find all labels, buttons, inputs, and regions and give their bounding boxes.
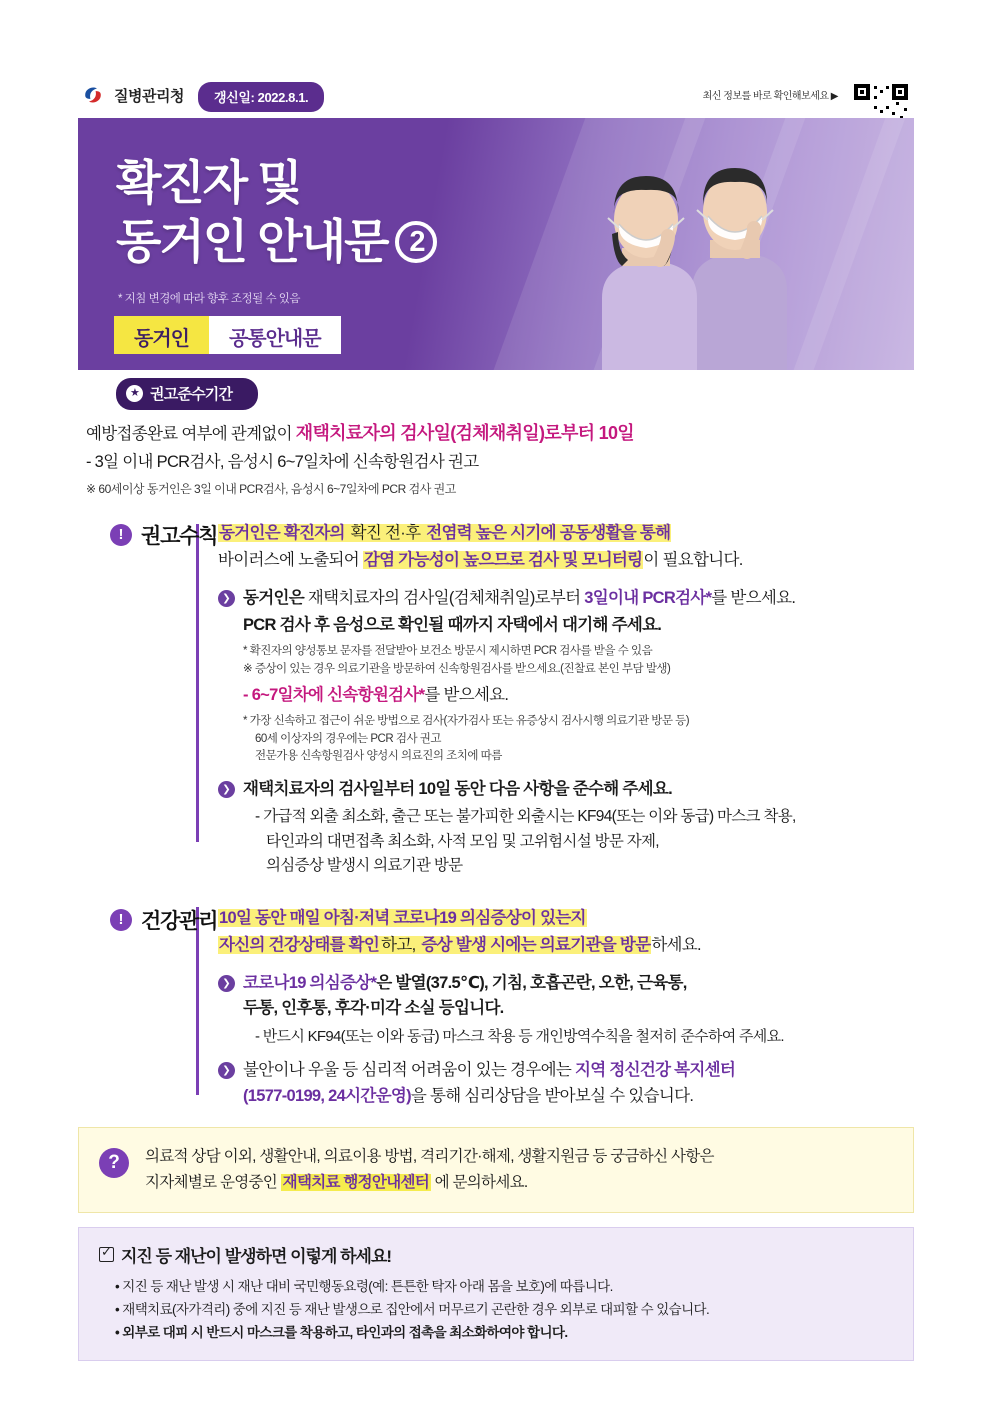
health-item1-head-line2: 두통, 인후통, 후각·미각 소실 등입니다. [243, 999, 504, 1018]
content-area [78, 378, 914, 1361]
rules-item1-sub2-c: 를 받으세요. [424, 685, 509, 704]
rules-intro-2c: 이 필요합니다. [643, 550, 743, 569]
rules-intro-2b: 감염 가능성이 높으므로 검사 및 모니터링 [363, 550, 643, 569]
exclamation-icon: ! [110, 524, 132, 546]
health-item2-phone: (1577-0199, 24시간운영) [243, 1086, 411, 1105]
banner-number-badge: 2 [395, 221, 437, 263]
qbox-line2-a: 지자체별로 운영중인 [145, 1173, 281, 1191]
qbox-text [145, 1144, 895, 1195]
info-question-box [78, 1127, 914, 1212]
rules-title: 권고수칙 [141, 525, 218, 549]
health-heading [110, 905, 217, 935]
qbox-line2-b: 에 문의하세요. [431, 1173, 528, 1191]
qbox-line1: 의료적 상담 이외, 생활안내, 의료이용 방법, 격리기간·해제, 생활지원금 등 궁금하신 사항은 [145, 1148, 714, 1166]
chevron-right-icon: ❯ [218, 781, 235, 798]
rules-divider [196, 524, 199, 842]
disaster-list [99, 1275, 893, 1345]
period-line2: - 3일 이내 PCR검사, 음성시 6~7일차에 신속항원검사 권고 [86, 452, 479, 471]
rules-item2-line-3: 의심증상 발생시 의료기관 방문 [266, 857, 463, 875]
rules-body [218, 520, 914, 879]
qbox-line2 [145, 1170, 895, 1196]
health-intro-2b: 하고, [381, 935, 420, 954]
period-line1 [86, 420, 914, 448]
section-health [78, 905, 914, 1109]
section-rules [78, 520, 914, 879]
period-badge-label: 권고준수기간 [150, 386, 233, 403]
rules-item-2 [218, 777, 914, 879]
health-body [218, 905, 914, 1109]
health-intro-2d: 하세요. [651, 935, 701, 954]
period-badge [116, 378, 258, 410]
banner-note: * 지침 변경에 따라 향후 조정될 수 있음 [118, 293, 300, 305]
rules-item1-sub2 [243, 683, 914, 709]
rules-intro-1b: 확진 전·후 [346, 524, 425, 543]
rules-item2-lines [243, 805, 914, 879]
health-item2-head-b: 지역 정신건강 복지센터 [574, 1061, 736, 1080]
rules-item1-note2-2: 60세 이상자의 경우에는 PCR 검사 권고 [255, 732, 441, 745]
health-intro-2c: 증상 발생 시에는 의료기관을 방문 [421, 935, 651, 954]
rules-heading [110, 520, 217, 550]
section-period [78, 378, 914, 498]
period-line1-highlight: 재택치료자의 검사일(검체채취일)로부터 10일 [295, 423, 634, 443]
disaster-title: 지진 등 재난이 발생하면 이렇게 하세요! [121, 1246, 392, 1266]
top-bar [80, 82, 912, 116]
rules-item2-line-1: - 가급적 외출 최소화, 출근 또는 불가피한 외출시는 KF94(또는 이와 동급) 마스크 착용, [255, 807, 796, 825]
people-illustration [542, 140, 802, 370]
rules-intro [218, 520, 914, 573]
header-banner [78, 118, 914, 370]
health-intro [218, 905, 914, 958]
rules-item1-head-c: 3일이내 PCR검사* [584, 589, 712, 608]
rules-item1-sub: PCR 검사 후 음성으로 확인될 때까지 자택에서 대기해 주세요. [243, 615, 662, 634]
rules-item1-head-b: 재택치료자의 검사일(검체채취일)로부터 [303, 589, 585, 608]
health-item-2 [218, 1058, 914, 1109]
star-icon: ★ [126, 385, 143, 402]
chevron-right-icon: ❯ [218, 590, 235, 607]
period-line3: ※ 60세이상 동거인은 3일 이내 PCR검사, 음성시 6~7일차에 PCR 검사 권고 [86, 482, 456, 497]
banner-title-line1: 확진자 및 [116, 156, 301, 209]
rules-item1-note2-1: * 가장 신속하고 접근이 쉬운 방법으로 검사(자가검사 또는 유증상시 검사시행 의료기관 방문 등) [243, 715, 690, 728]
chevron-right-icon: ❯ [218, 975, 235, 992]
tag-cohabitant: 동거인 [114, 316, 209, 354]
banner-tag-row [114, 316, 341, 354]
health-item2-head [243, 1058, 914, 1084]
rules-item1-note2-3: 전문가용 신속항원검사 양성시 의료진의 조치에 따름 [255, 749, 502, 762]
rules-item1-head [243, 586, 914, 612]
rules-item1-note-1: * 확진자의 양성통보 문자를 전달받아 보건소 방문시 제시하면 PCR 검사를 받을 수 있음 [243, 645, 653, 658]
health-title: 건강관리 [141, 910, 218, 934]
rules-item1-head-d: 를 받으세요. [711, 589, 796, 608]
health-item-1 [218, 971, 914, 1048]
banner-title-line2: 동거인 안내문 [116, 214, 388, 268]
rules-item1-sub2-b: 6~7일차에 신속항원검사* [251, 685, 425, 704]
banner-title [116, 154, 437, 272]
health-item1-head [243, 971, 914, 997]
qbox-center-name: 재택치료 행정안내센터 [282, 1173, 430, 1191]
health-intro-1: 10일 동안 매일 아침·저녁 코로나19 의심증상이 있는지 [219, 909, 586, 928]
rules-item1-note-2: ※ 증상이 있는 경우 의료기관을 방문하여 신속항원검사를 받으세요.(진찰료 본인 부담 발생) [243, 662, 671, 675]
disaster-item-3: • 외부로 대피 시 반드시 마스크를 착용하고, 타인과의 접촉을 최소화하여야 합니다. [115, 1324, 568, 1340]
disaster-item-1: • 지진 등 재난 발생 시 재난 대비 국민행동요령(예: 튼튼한 탁자 아래 몸을 보호)에 따릅니다. [115, 1278, 613, 1294]
health-divider [196, 907, 199, 1095]
rules-item-1 [218, 586, 914, 765]
question-icon: ? [99, 1148, 129, 1178]
disaster-item-2: • 재택치료(자가격리) 중에 지진 등 재난 발생으로 집안에서 머무르기 곤란한 경우 외부로 대피할 수 있습니다. [115, 1301, 710, 1317]
government-logo-icon [80, 82, 106, 108]
health-item1-head-a: 코로나19 의심증상* [243, 973, 377, 992]
rules-intro-1a: 동거인은 확진자의 [219, 524, 345, 543]
health-intro-2a: 자신의 건강상태를 확인 [219, 935, 380, 954]
period-line1-pre: 예방접종완료 여부에 관계없이 [86, 425, 296, 443]
chevron-right-icon: ❯ [218, 1062, 235, 1079]
health-item2-line2-b: 을 통해 심리상담을 받아보실 수 있습니다. [410, 1086, 694, 1105]
disaster-title-row [99, 1242, 893, 1267]
rules-intro-1c: 전염력 높은 시기에 공동생활을 통해 [426, 524, 671, 543]
rules-intro-2a: 바이러스에 노출되어 [218, 550, 363, 569]
banner-title-line2-wrap [116, 213, 437, 272]
checkbox-icon [99, 1247, 114, 1262]
tag-common-guide: 공통안내문 [209, 316, 341, 354]
health-item1-head-b: 은 발열(37.5℃), 기침, 호흡곤란, 오한, 근육통, [376, 973, 687, 992]
health-item2-line2 [243, 1084, 914, 1110]
rules-item2-head: 재택치료자의 검사일부터 10일 동안 다음 사항을 준수해 주세요. [243, 780, 673, 799]
health-item2-head-a: 불안이나 우울 등 심리적 어려움이 있는 경우에는 [243, 1061, 575, 1080]
update-date-badge: 갱신일: 2022.8.1. [198, 82, 324, 112]
exclamation-icon: ! [110, 909, 132, 931]
disaster-box [78, 1227, 914, 1362]
rules-item1-head-a: 동거인은 [243, 589, 304, 608]
health-item1-note: - 반드시 KF94(또는 이와 동급) 마스크 착용 등 개인방역수칙을 철저히 준수하여 주세요. [255, 1028, 784, 1046]
agency-name: 질병관리청 [114, 88, 184, 105]
rules-item2-line-2: 타인과의 대면접촉 최소화, 사적 모임 및 고위험시설 방문 자제, [266, 832, 659, 850]
qr-note: 최신 정보를 바로 확인해보세요 ▶ [702, 91, 838, 102]
rules-item1-sub2-a: - [243, 685, 252, 704]
